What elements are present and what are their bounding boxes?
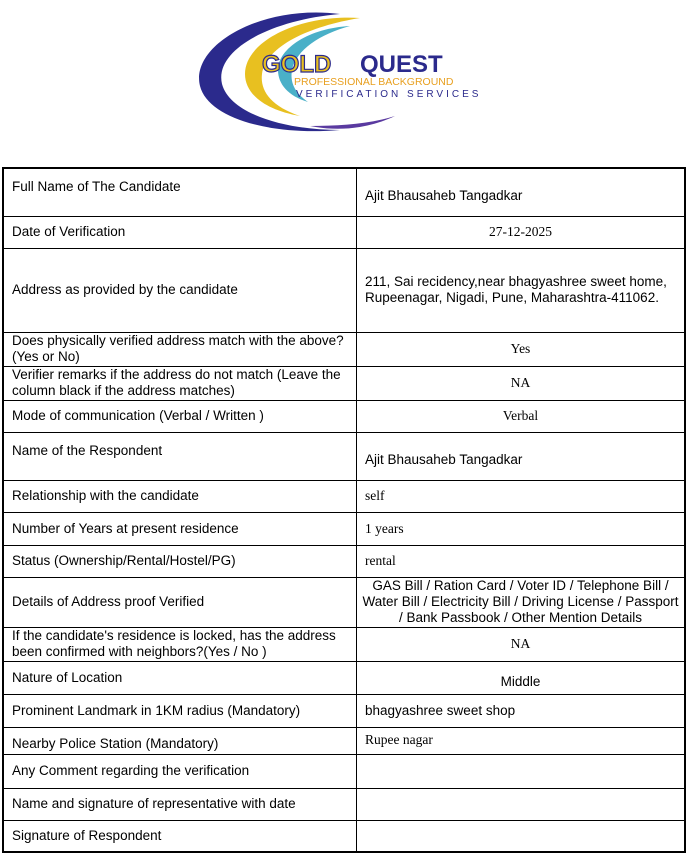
row-label: Mode of communication (Verbal / Written ) <box>3 400 357 432</box>
row-value <box>357 820 686 852</box>
row-label: Nearby Police Station (Mandatory) <box>3 727 357 754</box>
table-row <box>3 332 685 366</box>
table-row <box>3 694 685 727</box>
row-value: Middle <box>357 661 686 694</box>
row-value: 1 years <box>357 512 686 545</box>
table-row <box>3 661 685 694</box>
table-row <box>3 545 685 577</box>
row-value: NA <box>357 627 686 661</box>
table-row <box>3 512 685 545</box>
row-label: Details of Address proof Verified <box>3 577 357 627</box>
row-label: Any Comment regarding the verification <box>3 754 357 788</box>
goldquest-logo <box>190 6 500 138</box>
table-row <box>3 788 685 820</box>
row-label: Name and signature of representative with date <box>3 788 357 820</box>
table-row <box>3 216 685 248</box>
row-label: Does physically verified address match with the above? (Yes or No) <box>3 332 357 366</box>
row-label: Date of Verification <box>3 216 357 248</box>
logo-brand-gold: GOLD <box>262 51 332 78</box>
row-label: Relationship with the candidate <box>3 480 357 512</box>
table-row <box>3 366 685 400</box>
table-row <box>3 168 685 216</box>
row-value: Ajit Bhausaheb Tangadkar <box>357 168 686 216</box>
logo-tagline-2: VERIFICATION SERVICES <box>296 89 482 100</box>
row-label: If the candidate's residence is locked, has the address been confirmed with neighbors?(Yes / No ) <box>3 627 357 661</box>
table-row <box>3 432 685 480</box>
row-value: Yes <box>357 332 686 366</box>
table-row <box>3 248 685 332</box>
row-value: self <box>357 480 686 512</box>
row-value: Verbal <box>357 400 686 432</box>
row-value: Ajit Bhausaheb Tangadkar <box>357 432 686 480</box>
table-row <box>3 754 685 788</box>
logo-tagline-1: PROFESSIONAL BACKGROUND <box>294 76 454 88</box>
row-label: Nature of Location <box>3 661 357 694</box>
table-row <box>3 480 685 512</box>
row-label: Signature of Respondent <box>3 820 357 852</box>
row-label: Name of the Respondent <box>3 432 357 480</box>
row-value: 27-12-2025 <box>357 216 686 248</box>
table-row <box>3 627 685 661</box>
row-value: bhagyashree sweet shop <box>357 694 686 727</box>
row-value: rental <box>357 545 686 577</box>
row-value <box>357 788 686 820</box>
row-value: Rupee nagar <box>357 727 686 754</box>
row-label: Prominent Landmark in 1KM radius (Mandatory) <box>3 694 357 727</box>
row-value: GAS Bill / Ration Card / Voter ID / Telephone Bill / Water Bill / Electricity Bill / Driving License / Passport / Bank Passbook / Other Mention Details <box>357 577 686 627</box>
table-row <box>3 577 685 627</box>
row-value: NA <box>357 366 686 400</box>
table-row <box>3 400 685 432</box>
row-label: Verifier remarks if the address do not match (Leave the column black if the address matches) <box>3 366 357 400</box>
row-value: 211, Sai recidency,near bhagyashree sweet home, Rupeenagar, Nigadi, Pune, Maharashtra-411062. <box>357 248 686 332</box>
logo-swoosh-purple <box>310 116 395 129</box>
row-label: Number of Years at present residence <box>3 512 357 545</box>
row-label: Status (Ownership/Rental/Hostel/PG) <box>3 545 357 577</box>
row-label: Full Name of The Candidate <box>3 168 357 216</box>
table-row <box>3 820 685 852</box>
table-row <box>3 727 685 754</box>
logo-brand-quest: QUEST <box>360 51 443 78</box>
verification-form-table <box>2 167 686 853</box>
row-value <box>357 754 686 788</box>
row-label: Address as provided by the candidate <box>3 248 357 332</box>
